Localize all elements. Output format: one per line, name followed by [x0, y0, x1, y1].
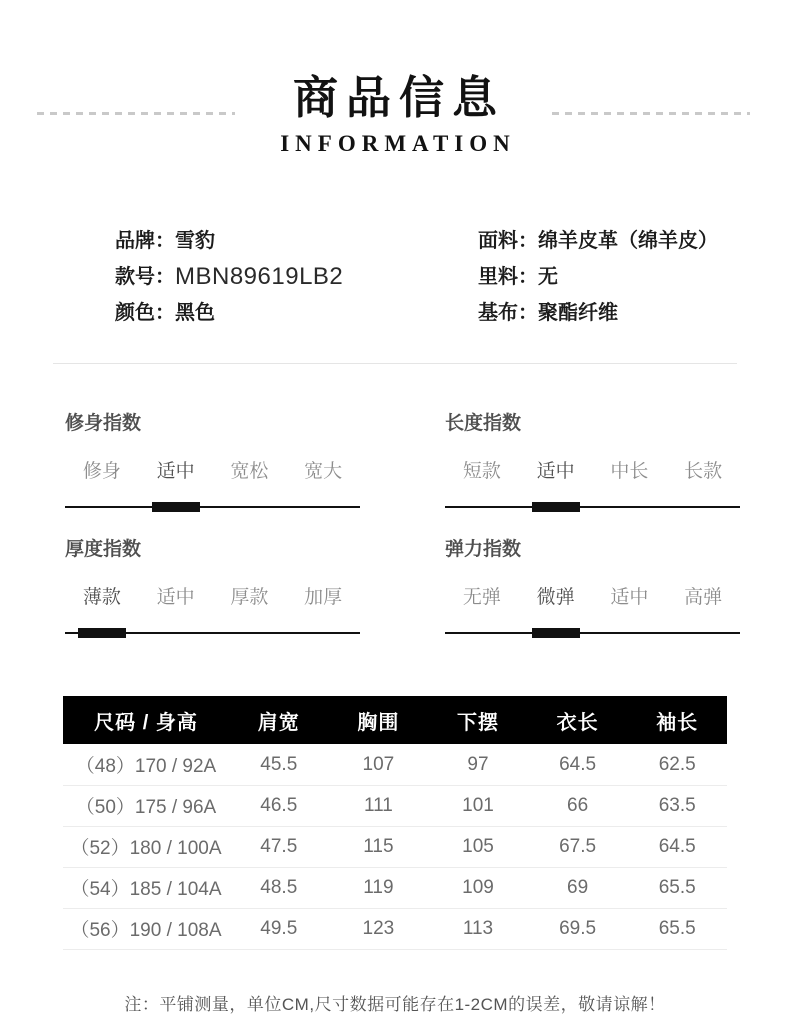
table-cell: 66	[528, 785, 628, 826]
table-cell: （54）185 / 104A	[63, 867, 229, 908]
table-cell: （52）180 / 100A	[63, 826, 229, 867]
table-cell: 105	[428, 826, 528, 867]
page-header	[0, 0, 790, 157]
product-attributes	[0, 223, 790, 331]
info-label: 基布：	[478, 302, 538, 325]
table-row	[63, 744, 727, 785]
table-cell: 48.5	[229, 867, 329, 908]
index-title: 弹力指数	[445, 539, 522, 561]
table-cell: 97	[428, 744, 528, 785]
info-label: 颜色：	[115, 302, 175, 325]
index-title: 长度指数	[445, 413, 522, 435]
page-subtitle: INFORMATION	[280, 131, 516, 157]
table-cell: 69.5	[528, 908, 628, 949]
product-attributes-right-column	[478, 223, 790, 331]
info-row-base-cloth	[478, 295, 790, 331]
table-cell: 69	[528, 867, 628, 908]
index-option: 厚款	[230, 587, 269, 609]
info-value: MBN89619LB2	[175, 263, 344, 291]
size-table-header-cell: 胸围	[329, 696, 429, 744]
info-value: 聚酯纤维	[538, 302, 618, 325]
index-option: 微弹	[536, 587, 575, 609]
index-option: 宽大	[304, 461, 343, 483]
index-option: 中长	[610, 461, 649, 483]
table-cell: 63.5	[627, 785, 727, 826]
table-row	[63, 785, 727, 826]
index-option: 高弹	[684, 587, 723, 609]
index-option: 宽松	[230, 461, 269, 483]
info-value: 无	[538, 266, 558, 289]
index-option: 适中	[156, 587, 195, 609]
index-marker	[532, 502, 580, 512]
info-row-lining	[478, 259, 790, 295]
index-option: 薄款	[82, 587, 121, 609]
table-cell: 109	[428, 867, 528, 908]
table-cell: 45.5	[229, 744, 329, 785]
table-cell: 65.5	[627, 908, 727, 949]
page-title: 商品信息	[292, 72, 505, 123]
section-divider	[53, 363, 737, 364]
table-cell: 49.5	[229, 908, 329, 949]
info-value: 黑色	[175, 302, 215, 325]
index-option: 修身	[82, 461, 121, 483]
info-value: 绵羊皮革（绵羊皮）	[538, 230, 718, 253]
size-table-header-cell: 袖长	[627, 696, 727, 744]
index-options	[65, 456, 360, 483]
table-cell: 123	[329, 908, 429, 949]
index-group-thickness	[65, 534, 360, 634]
index-title: 修身指数	[65, 413, 142, 435]
table-row	[63, 867, 727, 908]
table-row	[63, 908, 727, 949]
size-table-header	[63, 696, 727, 744]
index-marker	[78, 628, 126, 638]
size-table	[63, 696, 727, 950]
info-label: 款号：	[115, 266, 175, 289]
table-cell: 47.5	[229, 826, 329, 867]
table-row	[63, 826, 727, 867]
table-cell: 64.5	[528, 744, 628, 785]
info-row-fabric	[478, 223, 790, 259]
table-cell: （48）170 / 92A	[63, 744, 229, 785]
info-label: 品牌：	[115, 230, 175, 253]
size-table-header-cell: 衣长	[528, 696, 628, 744]
product-attributes-left-column	[0, 223, 478, 331]
info-label: 面料：	[478, 230, 538, 253]
table-cell: 119	[329, 867, 429, 908]
table-cell: 65.5	[627, 867, 727, 908]
info-value: 雪豹	[175, 230, 215, 253]
index-group-fit	[65, 408, 360, 508]
info-row-brand	[115, 223, 478, 259]
index-options	[445, 456, 740, 483]
index-option: 适中	[156, 461, 195, 483]
index-grid	[0, 408, 790, 634]
index-title: 厚度指数	[65, 539, 142, 561]
table-cell: 101	[428, 785, 528, 826]
size-table-header-cell: 肩宽	[229, 696, 329, 744]
index-option: 短款	[462, 461, 501, 483]
table-cell: 64.5	[627, 826, 727, 867]
size-table-header-cell: 下摆	[428, 696, 528, 744]
size-table-header-cell: 尺码 / 身高	[63, 696, 229, 744]
index-option: 无弹	[462, 587, 501, 609]
table-cell: （50）175 / 96A	[63, 785, 229, 826]
index-option: 长款	[684, 461, 723, 483]
info-row-model	[115, 259, 478, 295]
index-option: 加厚	[304, 587, 343, 609]
info-label: 里料：	[478, 266, 538, 289]
index-marker	[152, 502, 200, 512]
index-scale	[445, 506, 740, 508]
table-cell: 46.5	[229, 785, 329, 826]
index-options	[445, 582, 740, 609]
table-cell: 107	[329, 744, 429, 785]
index-option: 适中	[536, 461, 575, 483]
size-table-body	[63, 744, 727, 949]
title-dash-left-decoration	[37, 112, 235, 115]
index-option: 适中	[610, 587, 649, 609]
index-options	[65, 582, 360, 609]
info-row-color	[115, 295, 478, 331]
size-table-header-row	[63, 696, 727, 744]
table-cell: 111	[329, 785, 429, 826]
index-scale	[65, 506, 360, 508]
table-cell: 67.5	[528, 826, 628, 867]
index-scale	[445, 632, 740, 634]
table-cell: 115	[329, 826, 429, 867]
index-group-length	[445, 408, 740, 508]
index-group-elasticity	[445, 534, 740, 634]
measurement-note: 注：平铺测量，单位CM,尺寸数据可能存在1-2CM的误差，敬请谅解！	[124, 994, 666, 1014]
table-cell: 62.5	[627, 744, 727, 785]
table-cell: （56）190 / 108A	[63, 908, 229, 949]
table-cell: 113	[428, 908, 528, 949]
title-dash-right-decoration	[552, 112, 750, 115]
index-scale	[65, 632, 360, 634]
index-marker	[532, 628, 580, 638]
